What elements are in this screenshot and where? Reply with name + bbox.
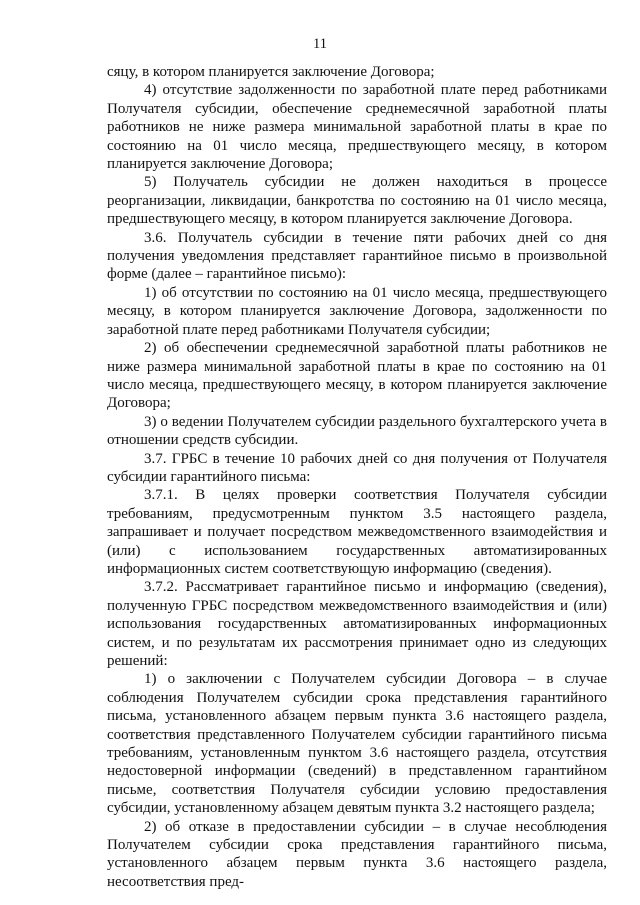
- paragraph-3-7-2-review: 3.7.2. Рассматривает гарантийное письмо и информацию (сведения), полученную ГРБС посредством межведомственного взаимодействия и (или) использования государственных автоматизированных информационных систем, и по результатам их рассмотрения принимает одно из следующих решений:: [107, 579, 607, 669]
- page-number: 11: [313, 36, 327, 52]
- paragraph-decision-1-conclude: 1) о заключении с Получателем субсидии Договора – в случае соблюдения Получателем субсидии срока представления гарантийного письма, установленного абзацем первым пункта 3.6 настоящего раздела, соответствия представленного Получателем субсидии гарантийного письма требованиям, установленным пунктом 3.6 настоящего раздела, отсутствия недостоверной информации (сведений) в представленном гарантийном письме, соответствия Получателя субсидии условию предоставления субсидии, установленному абзацем девятым пункта 3.2 настоящего раздела;: [107, 671, 607, 817]
- paragraph-continuation: сяцу, в котором планируется заключение Договора;: [107, 64, 435, 80]
- paragraph-3-7-grbs: 3.7. ГРБС в течение 10 рабочих дней со дня получения от Получателя субсидии гарантийного письма:: [107, 450, 607, 485]
- paragraph-guarantee-item-2: 2) об обеспечении среднемесячной заработной платы работников не ниже размера минимальной заработной платы в крае по состоянию на 01 число месяца, предшествующего месяцу, в котором планируется заключение Договора;: [107, 340, 607, 412]
- paragraph-decision-2-refuse: 2) об отказе в предоставлении субсидии – в случае несоблюдения Получателем субсидии срока представления гарантийного письма, установленного абзацем первым пункта 3.6 настоящего раздела, несоответствия пред-: [107, 818, 607, 890]
- paragraph-item-5-no-reorganization: 5) Получатель субсидии не должен находиться в процессе реорганизации, ликвидации, банкротства по состоянию на 01 число месяца, предшествующего месяцу, в котором планируется заключение Договора.: [107, 174, 607, 228]
- paragraph-item-4-no-wage-arrears: 4) отсутствие задолженности по заработной плате перед работниками Получателя субсидии, обеспечение среднемесячной заработной платы работников не ниже размера минимальной заработной платы в крае по состоянию на 01 число месяца, предшествующего месяцу, в котором планируется заключение Договора;: [107, 82, 607, 173]
- paragraph-3-6-guarantee-letter: 3.6. Получатель субсидии в течение пяти рабочих дней со дня получения уведомления представляет гарантийное письмо в произвольной форме (далее – гарантийное письмо):: [107, 229, 607, 283]
- paragraph-3-7-1-verification: 3.7.1. В целях проверки соответствия Получателя субсидии требованиям, предусмотренным пунктом 3.5 настоящего раздела, запрашивает и получает посредством межведомственного взаимодействия и (или) с использованием государственных автоматизированных информационных систем соответствующую информацию (сведения).: [107, 487, 607, 577]
- document-body: [107, 63, 607, 891]
- paragraph-guarantee-item-1: 1) об отсутствии по состоянию на 01 число месяца, предшествующего месяцу, в котором планируется заключение Договора, задолженности по заработной плате перед работниками Получателя субсидии;: [107, 284, 607, 338]
- paragraph-guarantee-item-3: 3) о ведении Получателем субсидии раздельного бухгалтерского учета в отношении средств субсидии.: [107, 413, 607, 449]
